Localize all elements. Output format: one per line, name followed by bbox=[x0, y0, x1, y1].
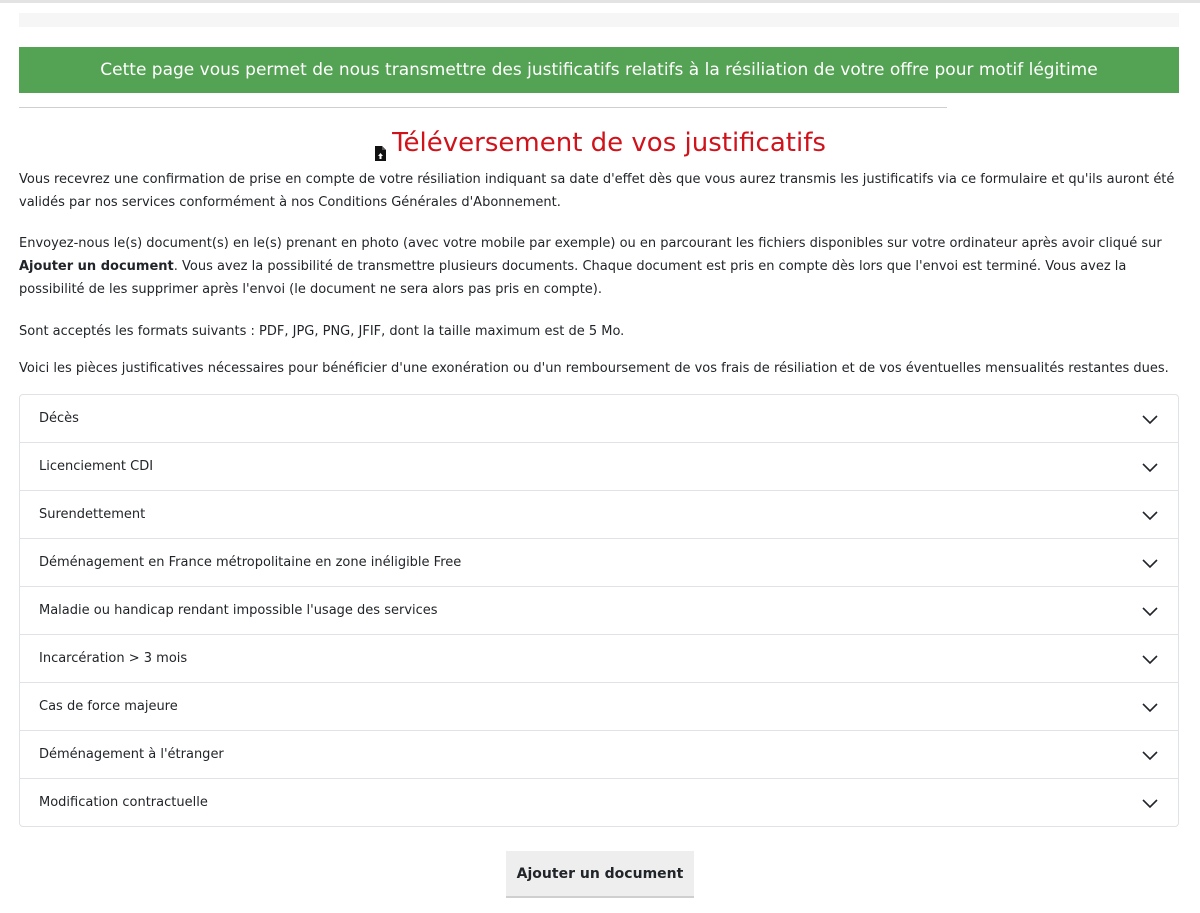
info-banner-text: Cette page vous permet de nous transmettre des justificatifs relatifs à la résiliation de votre offre pour motif légitime bbox=[100, 60, 1098, 80]
accordion-item-force-majeure[interactable] bbox=[20, 683, 1178, 731]
chevron-down-icon bbox=[1141, 458, 1159, 476]
accordion-item-modification-contractuelle[interactable] bbox=[20, 779, 1178, 826]
info-banner bbox=[19, 47, 1179, 93]
page-title-text: Téléversement de vos justificatifs bbox=[392, 128, 826, 158]
accordion-item-label: Modification contractuelle bbox=[39, 795, 208, 810]
intro-paragraph-formats: Sont acceptés les formats suivants : PDF, JPG, PNG, JFIF, dont la taille maximum est de 5 Mo. bbox=[19, 324, 625, 339]
instructions-text-start: Envoyez-nous le(s) document(s) en le(s) prenant en photo (avec votre mobile par exemple) ou en parcourant les fichiers disponibles sur votre ordinateur après avoir cliqué sur bbox=[19, 236, 1162, 251]
chevron-down-icon bbox=[1141, 794, 1159, 812]
accordion-item-label: Surendettement bbox=[39, 507, 146, 522]
chevron-down-icon bbox=[1141, 650, 1159, 668]
accordion-item-label: Déménagement à l'étranger bbox=[39, 747, 224, 762]
accordion-item-surendettement[interactable] bbox=[20, 491, 1178, 539]
top-border bbox=[0, 0, 1200, 3]
accordion-item-demenagement-etranger[interactable] bbox=[20, 731, 1178, 779]
divider bbox=[19, 107, 947, 108]
accordion-item-label: Licenciement CDI bbox=[39, 459, 154, 474]
justification-accordion bbox=[19, 394, 1179, 827]
file-upload-icon bbox=[374, 138, 387, 153]
accordion-item-label: Déménagement en France métropolitaine en zone inéligible Free bbox=[39, 555, 462, 570]
accordion-item-incarceration[interactable] bbox=[20, 635, 1178, 683]
header-bar bbox=[19, 13, 1179, 27]
accordion-item-label: Incarcération > 3 mois bbox=[39, 651, 188, 666]
accordion-item-maladie-handicap[interactable] bbox=[20, 587, 1178, 635]
page-title bbox=[0, 124, 1200, 162]
accordion-item-label: Décès bbox=[39, 411, 79, 426]
accordion-item-label: Cas de force majeure bbox=[39, 699, 178, 714]
intro-paragraph-confirmation: Vous recevrez une confirmation de prise en compte de votre résiliation indiquant sa date d'effet dès que vous aurez transmis les justificatifs via ce formulaire et qu'ils auront été validés par nos services conformément à nos Conditions Générales d'Abonnement. bbox=[19, 172, 1175, 210]
chevron-down-icon bbox=[1141, 506, 1159, 524]
intro-paragraph-documents: Voici les pièces justificatives nécessaires pour bénéficier d'une exonération ou d'un remboursement de vos frais de résiliation et de vos éventuelles mensualités restantes dues. bbox=[19, 361, 1169, 376]
chevron-down-icon bbox=[1141, 410, 1159, 428]
accordion-item-label: Maladie ou handicap rendant impossible l'usage des services bbox=[39, 603, 438, 618]
intro-paragraph-instructions bbox=[19, 232, 1179, 301]
chevron-down-icon bbox=[1141, 746, 1159, 764]
chevron-down-icon bbox=[1141, 554, 1159, 572]
accordion-item-licenciement-cdi[interactable] bbox=[20, 443, 1178, 491]
actions-bar bbox=[0, 851, 1200, 898]
chevron-down-icon bbox=[1141, 698, 1159, 716]
chevron-down-icon bbox=[1141, 602, 1159, 620]
accordion-item-demenagement-france[interactable] bbox=[20, 539, 1178, 587]
add-document-button[interactable]: Ajouter un document bbox=[506, 851, 694, 898]
instructions-text-end: . Vous avez la possibilité de transmettre plusieurs documents. Chaque document est pris en compte dès lors que l'envoi est terminé. Vous avez la possibilité de les supprimer après l'envoi (le document ne sera alors pas pris en compte). bbox=[19, 259, 1127, 297]
instructions-add-document-emphasis: Ajouter un document bbox=[19, 259, 174, 274]
accordion-item-deces[interactable] bbox=[20, 395, 1178, 443]
